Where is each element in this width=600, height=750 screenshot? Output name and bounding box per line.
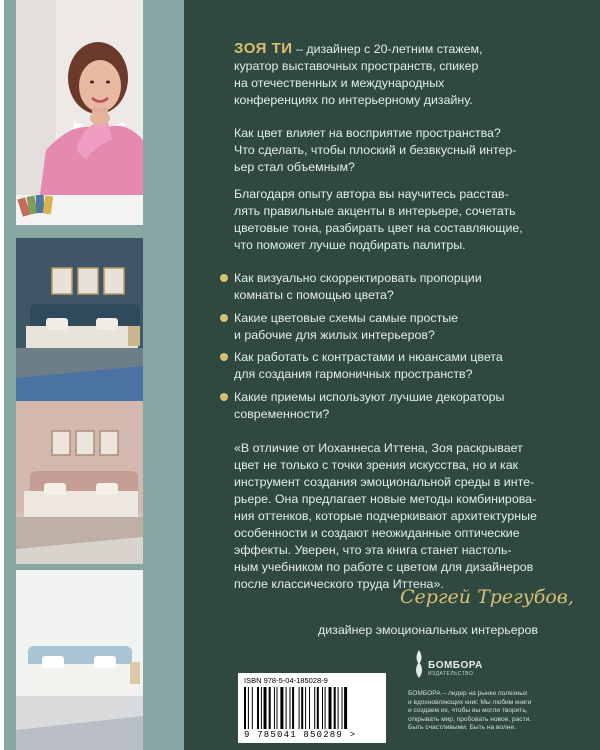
signature-role: дизайнер эмоциональных интерьеров — [318, 623, 538, 637]
quote — [234, 440, 574, 593]
question-line: Как визуально скорректировать пропорции — [234, 271, 482, 285]
bombora-logo-icon — [413, 650, 425, 680]
navy-bedroom-photo — [16, 238, 143, 401]
benefit-line-3: цветовые тона, разбирать цвет на составляющие, — [234, 221, 523, 235]
isbn-text: ISBN 978-5-04-185028-9 — [244, 676, 328, 685]
quote-line: ным учебником по работе с цветом для дизайнеров — [234, 560, 534, 574]
benefit-line-4: что поможет лучше подбирать палитры. — [234, 238, 466, 252]
quote-line: после классического труда Иттена». — [234, 577, 444, 591]
barcode-digits: 9 785041 850289 > — [244, 730, 357, 740]
publisher-blurb — [408, 690, 593, 733]
quote-line: инструмент создания эмоциональной среды в инте- — [234, 475, 535, 489]
signature-name: Сергей Трегубов, — [400, 586, 574, 608]
quote-line: ния оттенков, которые подчеркивают архитектурные — [234, 509, 537, 523]
question-line: Какие цветовые схемы самые простые — [234, 311, 459, 325]
intro-line-1: Как цвет влияет на восприятие пространства? — [234, 126, 501, 140]
publisher-line: БОМБОРА – лидер на рынке полезных — [408, 690, 528, 697]
author-photo — [16, 0, 143, 225]
isbn-barcode — [238, 673, 386, 743]
quote-line: рьере. Она предлагает новые методы комбинирова- — [234, 492, 537, 506]
question-line: Какие приемы используют лучшие декораторы — [234, 390, 505, 404]
author-bio-line-4: конференциях по интерьерному дизайну. — [234, 93, 473, 107]
publisher-line: и вдохновляющих книг. Мы любим книги — [408, 698, 532, 706]
publisher-line: и создаем их, чтобы вы могли творить, — [408, 707, 528, 714]
author-name: ЗОЯ ТИ — [234, 40, 293, 57]
question-line: современности? — [234, 407, 330, 421]
question-line: и рабочие для жилых интерьеров? — [234, 328, 435, 342]
white-bedroom-photo — [16, 570, 143, 750]
quote-line: особенности и создают неожиданные оптические — [234, 526, 520, 540]
bullet-dot-icon — [220, 393, 228, 401]
bullet-dot-icon — [220, 274, 228, 282]
question-line: комнаты с помощью цвета? — [234, 288, 394, 302]
quote-line: эффекты. Уверен, что эта книга станет настоль- — [234, 543, 512, 557]
publisher-logo: БОМБОРА — [428, 660, 483, 671]
intro-questions — [234, 125, 564, 176]
author-bio — [234, 40, 564, 109]
quote-line: «В отличие от Иоханнеса Иттена, Зоя раскрывает — [234, 441, 523, 455]
question-line: для создания гармоничных пространств? — [234, 367, 473, 381]
bullet-dot-icon — [220, 314, 228, 322]
quote-line: цвет не только с точки зрения искусства, но и как — [234, 458, 519, 472]
benefit-line-1: Благодаря опыту автора вы научитесь расстав- — [234, 187, 509, 201]
publisher-logo-sub: ИЗДАТЕЛЬСТВО — [428, 671, 474, 677]
question-item — [234, 349, 564, 383]
author-bio-line-2: куратор выставочных пространств, спикер — [234, 59, 479, 73]
publisher-line: открывать мир, пробовать новое, расти. — [408, 715, 532, 723]
question-line: Как работать с контрастами и нюансами цвета — [234, 350, 503, 364]
benefit-line-2: лять правильные акценты в интерьере, сочетать — [234, 204, 516, 218]
benefit-paragraph — [234, 186, 569, 254]
author-bio-line-1: – дизайнер с 20-летним стажем, — [292, 42, 483, 56]
bullet-dot-icon — [220, 353, 228, 361]
publisher-line: Быть счастливыми. Быть на волне. — [408, 724, 516, 731]
intro-line-2: Что сделать, чтобы плоский и безвкусный интер- — [234, 143, 517, 157]
pink-bedroom-photo — [16, 401, 143, 564]
question-item — [234, 270, 564, 304]
author-bio-line-3: на отечественных и международных — [234, 76, 445, 90]
barcode-bars — [244, 687, 380, 729]
intro-line-3: ьер стал объемным? — [234, 160, 355, 174]
question-item — [234, 310, 564, 344]
question-item — [234, 389, 564, 423]
